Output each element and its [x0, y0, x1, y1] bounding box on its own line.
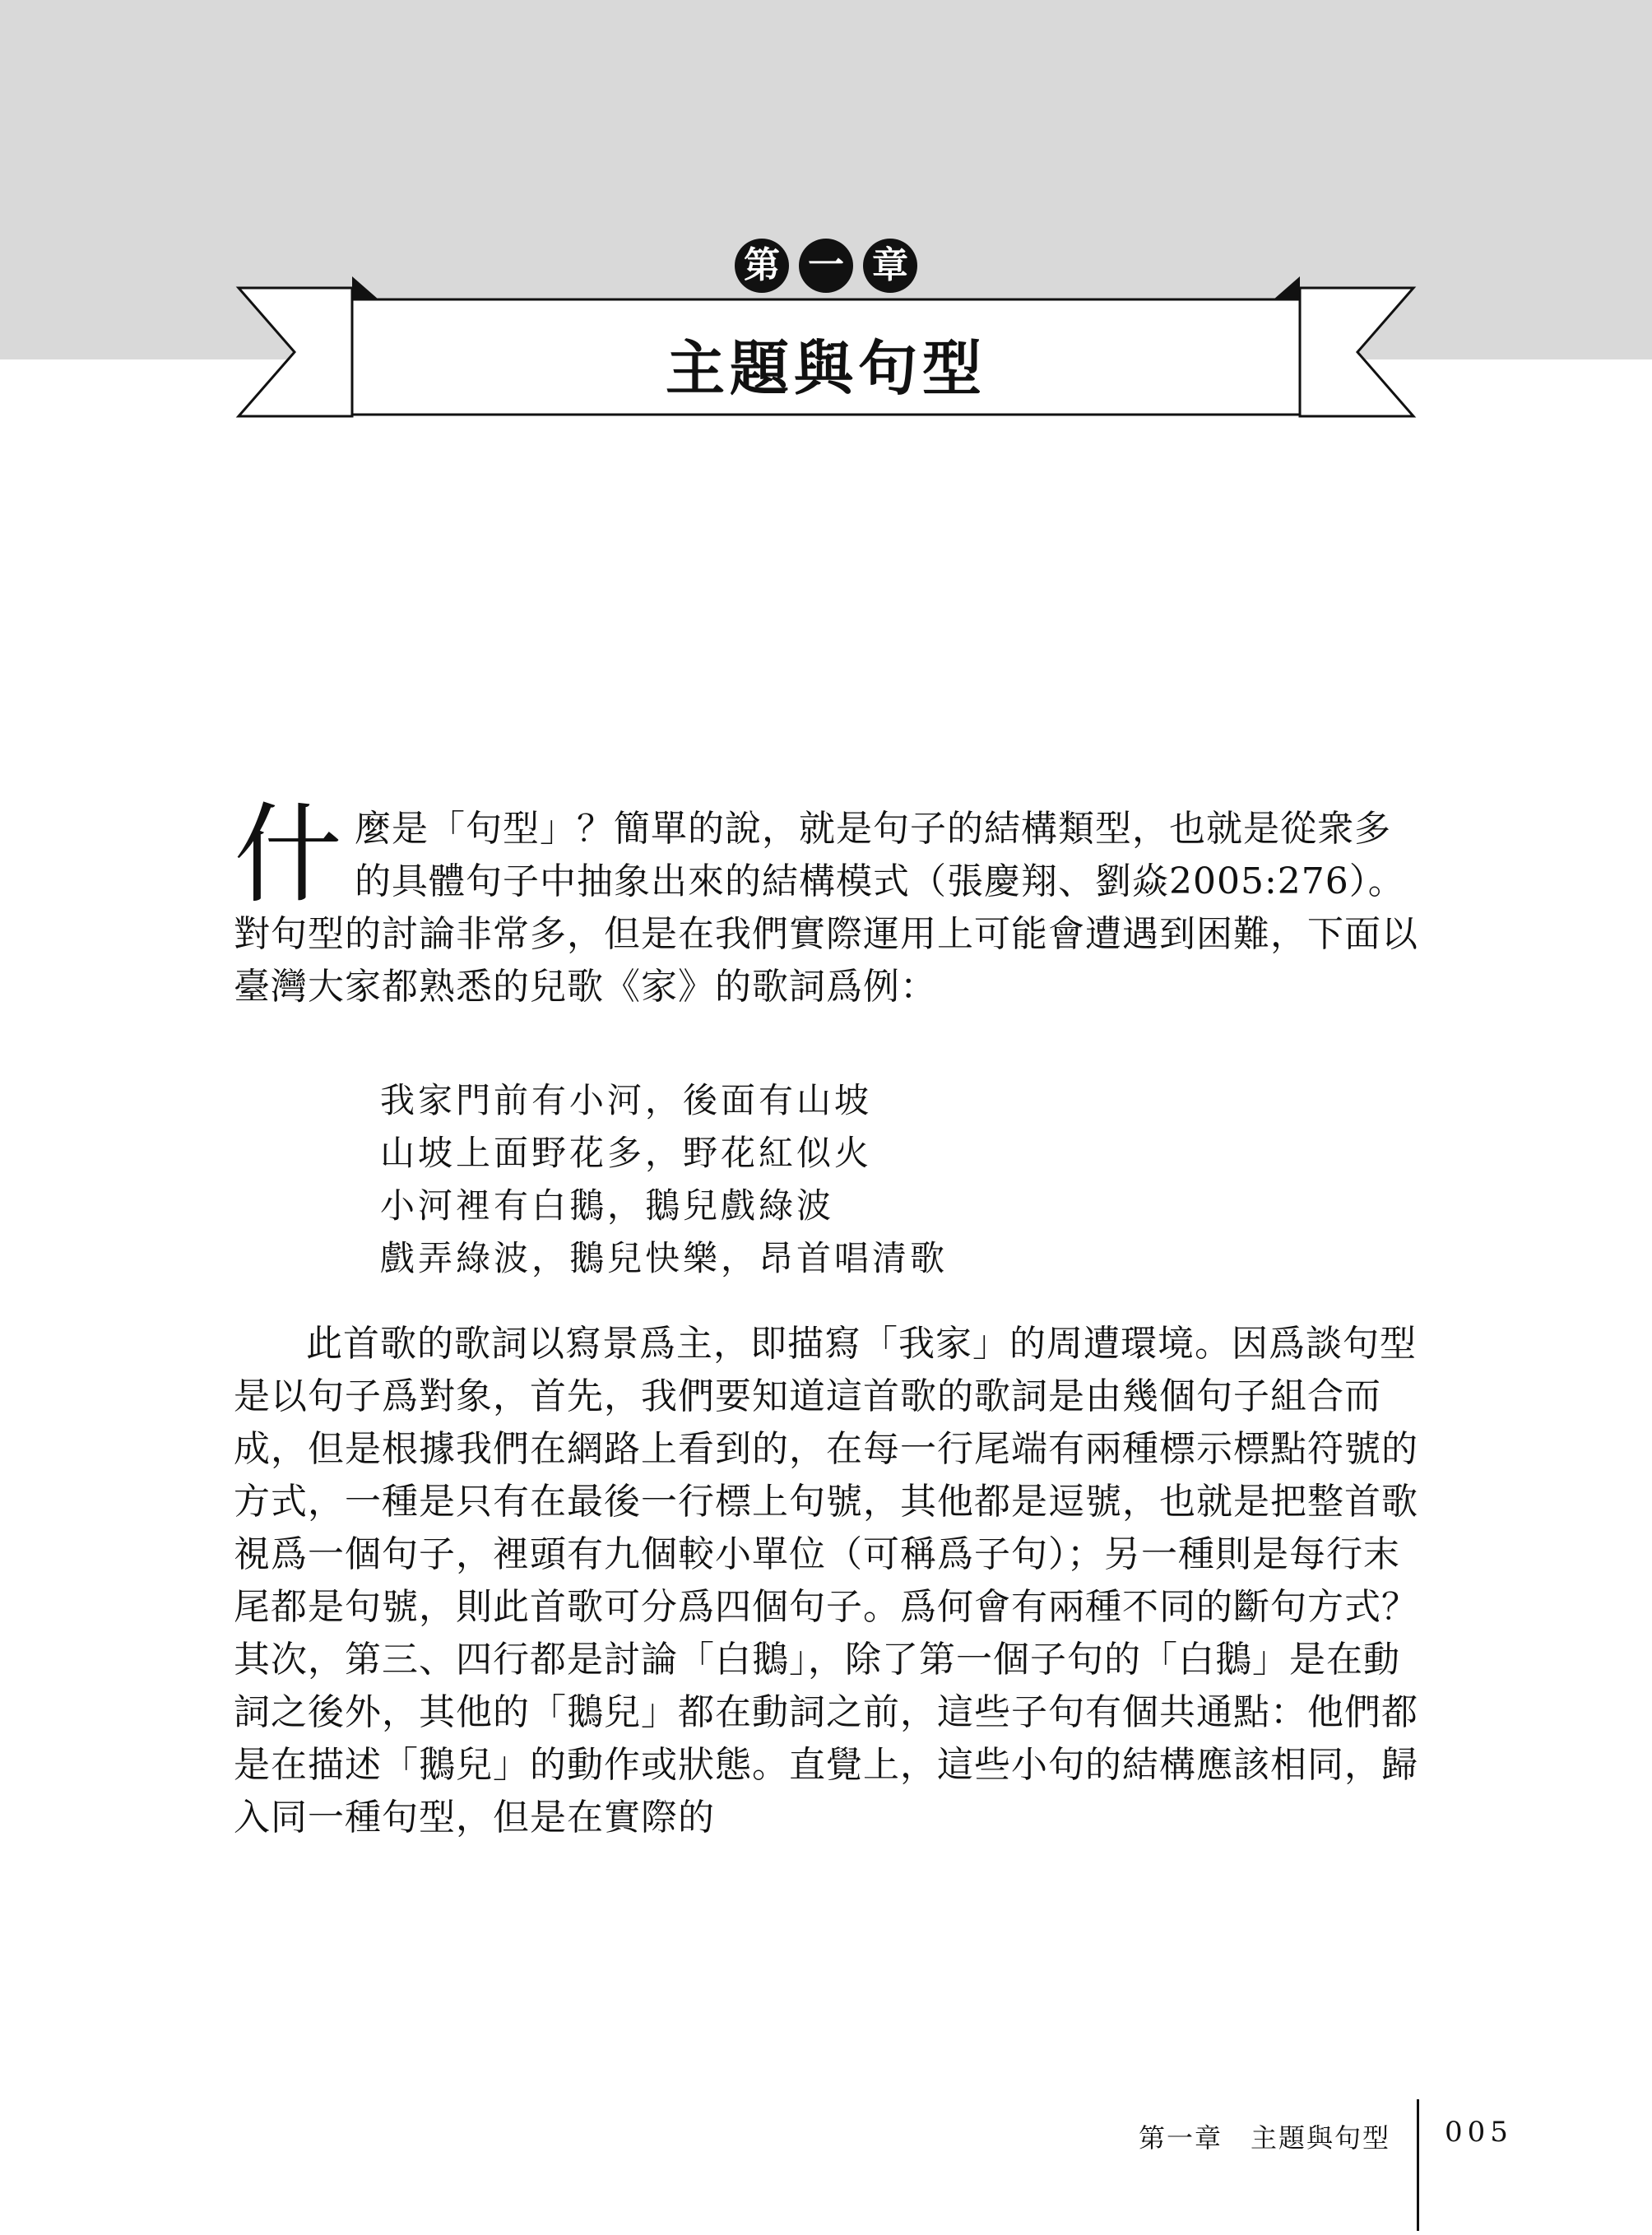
intro-text: 麼是「句型」？簡單的說，就是句子的結構類型，也就是從衆多的具體句子中抽象出來的結構模式（張慶翔、劉焱2005:276）。對句型的討論非常多，但是在我們實際運用上可能會遭遇到困難，下面以臺灣大家都熟悉的兒歌《家》的歌詞爲例：: [234, 808, 1418, 1008]
chapter-char: 第: [735, 239, 789, 293]
chapter-number: [0, 239, 1652, 296]
ribbon-right-tail: [1300, 288, 1413, 416]
drop-cap: 什: [234, 792, 343, 919]
chapter-title: 主題與句型: [665, 333, 986, 403]
ribbon-left-tail: [239, 288, 352, 416]
intro-paragraph: [234, 792, 1418, 1013]
lyric-line: 山坡上面野花多，野花紅似火: [380, 1133, 873, 1173]
lyric-line: 小河裡有白鵝，鵝兒戲綠波: [380, 1185, 835, 1226]
chapter-char: 章: [863, 239, 917, 293]
lyric-line: 戲弄綠波，鵝兒快樂，昂首唱清歌: [380, 1238, 949, 1278]
chapter-char: 一: [799, 239, 853, 293]
footer-divider: [1417, 2099, 1419, 2231]
song-lyrics: [380, 1074, 1367, 1285]
lyric-line: 我家門前有小河，後面有山坡: [380, 1080, 873, 1120]
body-paragraph: 此首歌的歌詞以寫景爲主，即描寫「我家」的周遭環境。因爲談句型是以句子爲對象，首先，我們要知道這首歌的歌詞是由幾個句子組合而成，但是根據我們在網路上看到的，在每一行尾端有兩種標示標點符號的方式，一種是只有在最後一行標上句號，其他都是逗號，也就是把整首歌視爲一個句子，裡頭有九個較小單位（可稱爲子句）；另一種則是每行末尾都是句號，則此首歌可分爲四個句子。爲何會有兩種不同的斷句方式？其次，第三、四行都是討論「白鵝」，除了第一個子句的「白鵝」是在動詞之後外，其他的「鵝兒」都在動詞之前，這些子句有個共通點：他們都是在描述「鵝兒」的動作或狀態。直覺上，這些小句的結構應該相同，歸入同一種句型，但是在實際的: [234, 1323, 1418, 1839]
running-head: 第一章 主題與句型: [1138, 2122, 1390, 2154]
page-footer: [0, 2099, 1652, 2231]
page-number: 005: [1445, 2116, 1513, 2149]
